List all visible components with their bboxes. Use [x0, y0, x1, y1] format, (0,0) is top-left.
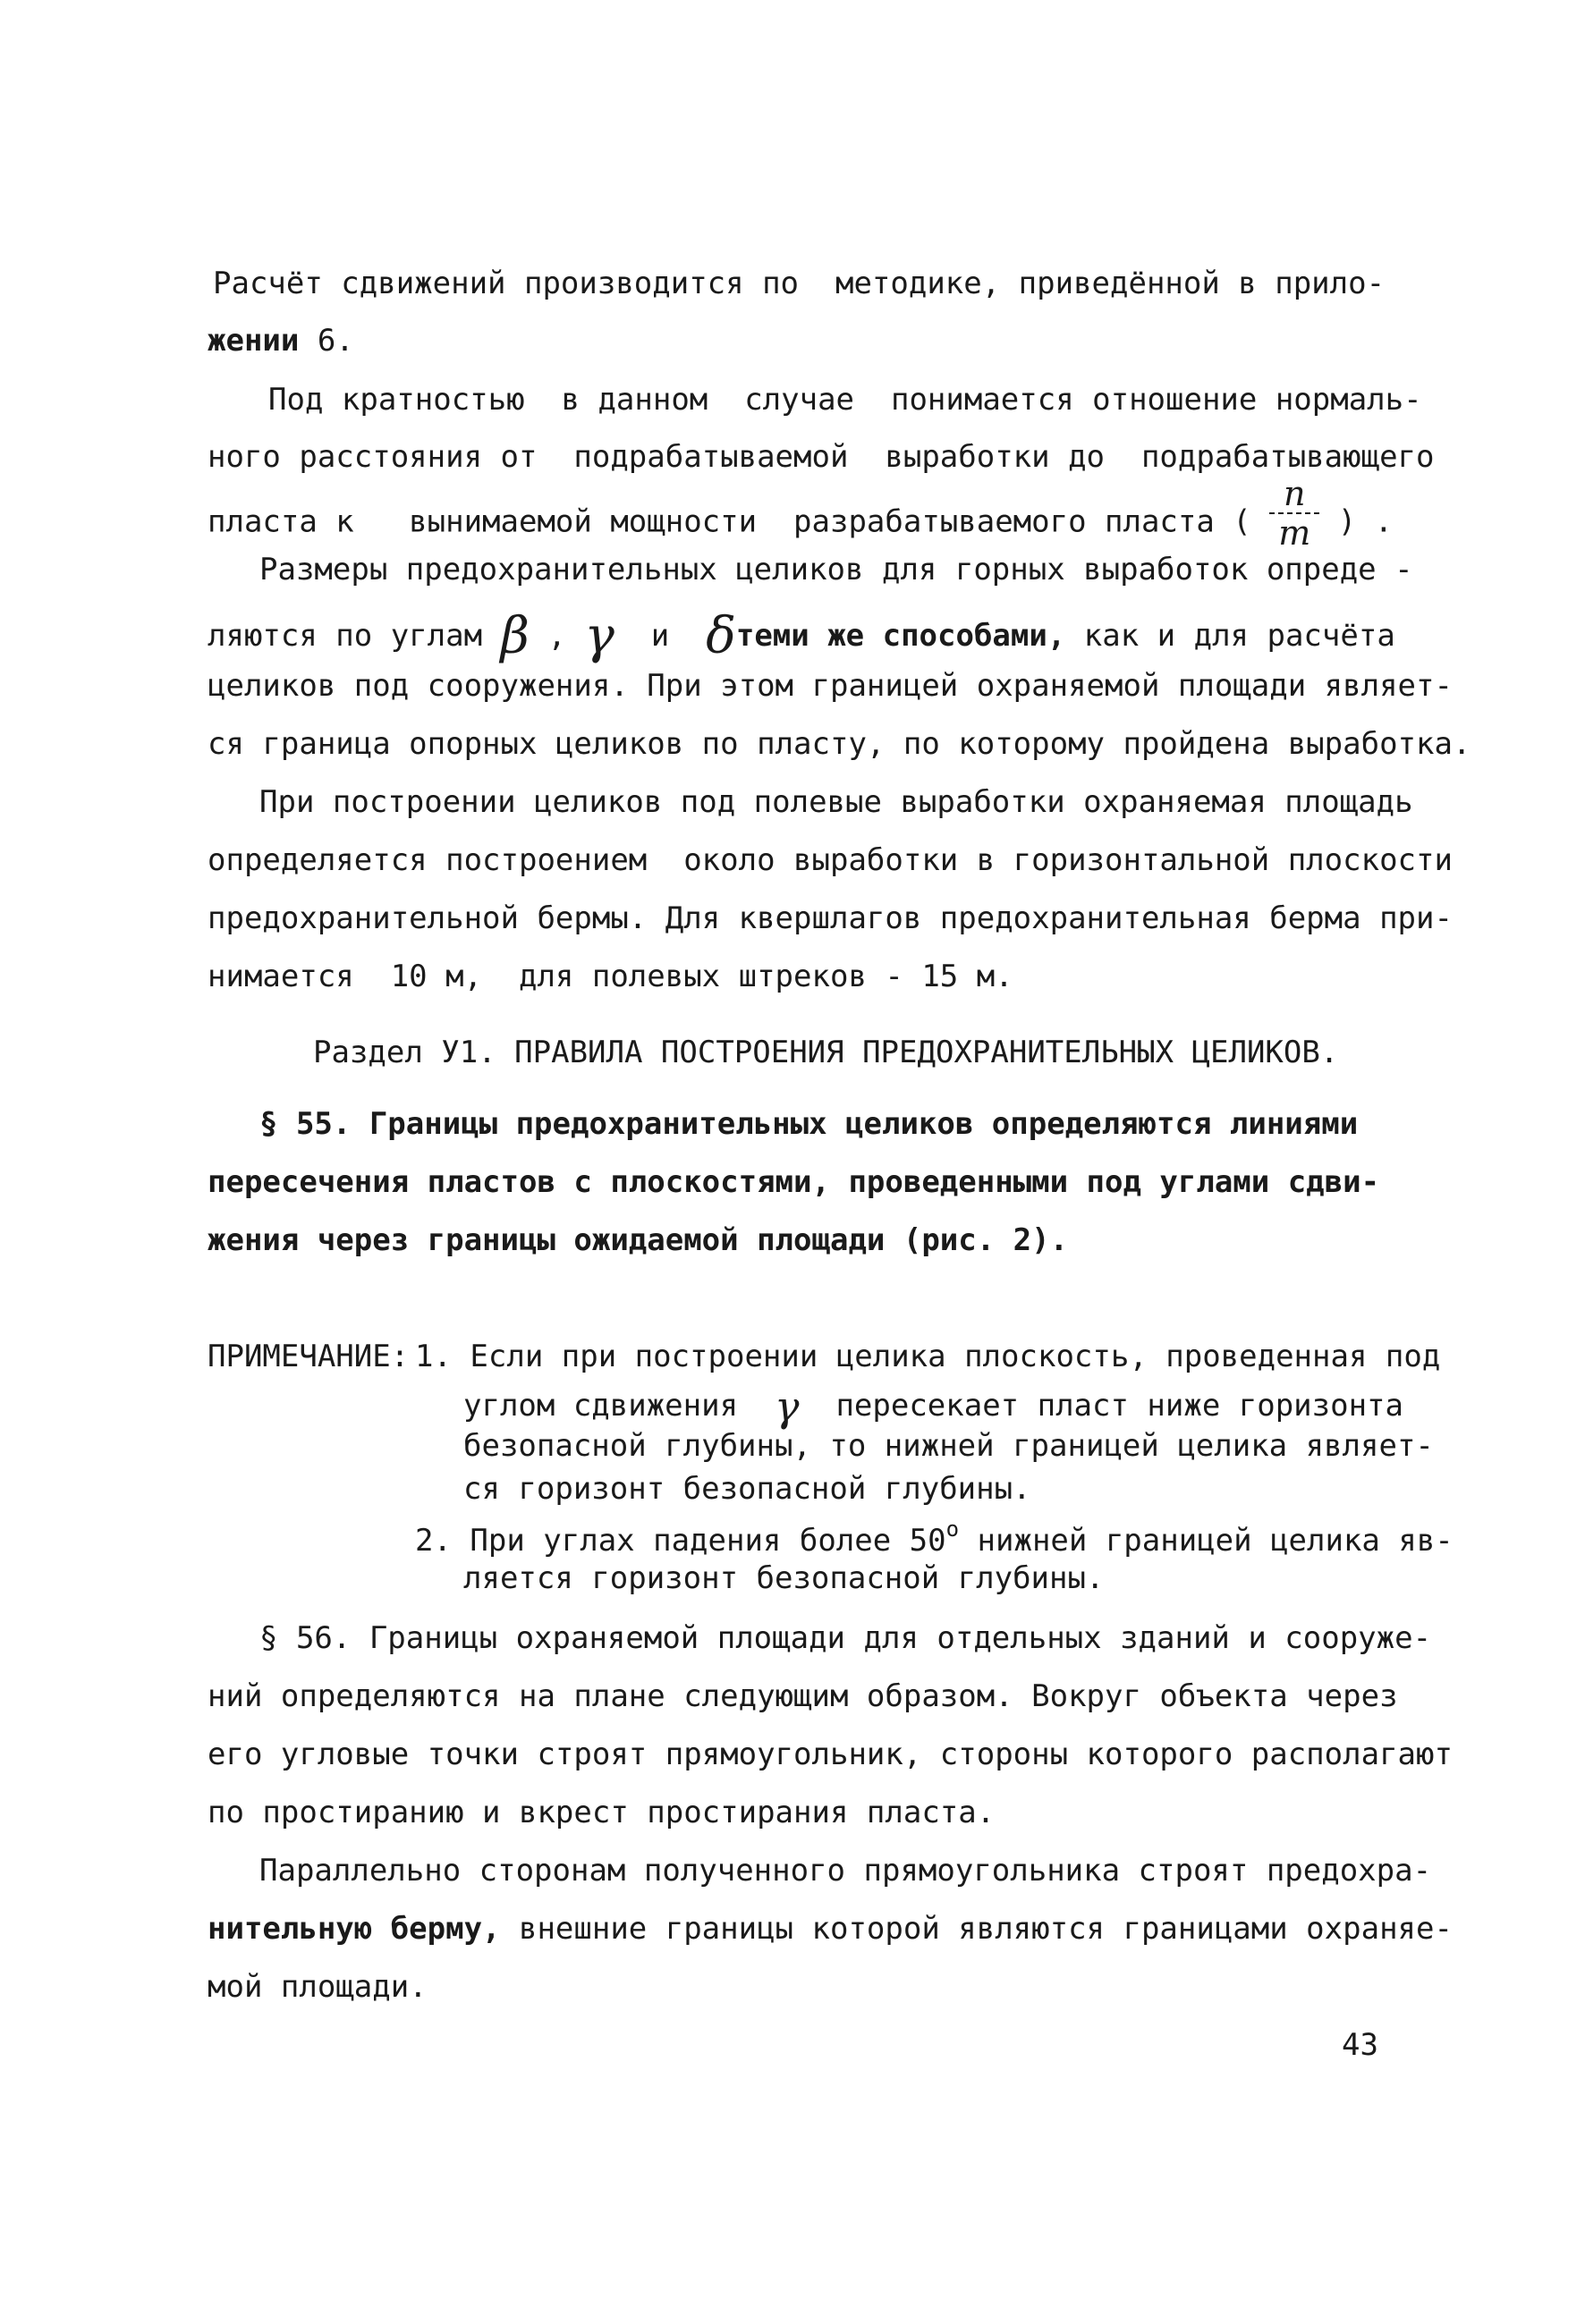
p1-line-2: [208, 323, 354, 359]
p2-line-2: ного расстояния от подрабатываемой выработки до подрабатывающего: [208, 439, 1435, 475]
p3-line-2: [208, 607, 1395, 665]
delta-symbol: δ: [706, 607, 736, 665]
s56-line-2: ний определяются на плане следующим образом. Вокруг объекта через: [208, 1678, 1398, 1714]
p3-comma: ,: [529, 618, 585, 654]
beta-symbol: β: [500, 607, 530, 665]
note-2-line-1-a: 2. При углах падения более 50: [415, 1523, 946, 1559]
degree-mark: о: [945, 1517, 960, 1542]
note-2-line-2: ляется горизонт безопасной глубины.: [463, 1560, 1105, 1596]
p4-line-4: нимается 10 м, для полевых штреков - 15 м.: [208, 959, 1013, 994]
note-1-line-4: ся горизонт безопасной глубины.: [463, 1471, 1031, 1507]
p3-line-2-a: ляются по углам: [208, 618, 501, 654]
note-1-line-2-a: углом сдвижения: [463, 1388, 775, 1424]
p-last-line-1: Параллельно сторонам полученного прямоугольника строят предохра-: [259, 1853, 1432, 1889]
p2-line-1: Под кратностью в данном случае понимается отношение нормаль-: [268, 382, 1422, 418]
section-title: Раздел У1. ПРАВИЛА ПОСТРОЕНИЯ ПРЕДОХРАНИТЕЛЬНЫХ ЦЕЛИКОВ.: [313, 1035, 1339, 1070]
note-label: ПРИМЕЧАНИЕ:: [208, 1339, 410, 1374]
p-last-bold-phrase: нительную берму,: [208, 1911, 501, 1947]
p2-line-3-end: ) .: [1319, 503, 1394, 540]
s55-line-1: § 55. Границы предохранительных целиков определяются линиями: [259, 1106, 1359, 1142]
p2-line-3-text: пласта к вынимаемой мощности разрабатываемого пласта (: [208, 503, 1270, 540]
fraction-denominator: m: [1278, 513, 1311, 553]
p1-bold-word: жении: [208, 323, 300, 359]
p-last-line-3: мой площади.: [208, 1969, 428, 2005]
s55-line-3: жения через границы ожидаемой площади (рис. 2).: [208, 1222, 1069, 1258]
p3-line-4: ся граница опорных целиков по пласту, по которому пройдена выработка.: [208, 726, 1471, 762]
note-1-line-2-b: пересекает пласт ниже горизонта: [799, 1388, 1404, 1424]
note-2-line-1-b: нижней границей целика яв-: [959, 1523, 1454, 1559]
p4-line-3: предохранительной бермы. Для квершлагов предохранительная берма при-: [208, 900, 1453, 936]
page-number: 43: [1342, 2027, 1378, 2063]
gamma-symbol: γ: [775, 1382, 800, 1431]
p-last-line-2-rest: внешние границы которой являются границами охраняе-: [500, 1911, 1453, 1947]
s56-line-3: его угловые точки строят прямоугольник, стороны которого располагают: [208, 1737, 1453, 1772]
p3-line-2-end: как и для расчёта: [1065, 618, 1395, 654]
fraction-numerator: n: [1284, 474, 1306, 513]
note-1-line-2: [463, 1382, 1404, 1431]
p4-line-2: определяется построением около выработки в горизонтальной плоскости: [208, 842, 1453, 878]
s56-line-4: по простиранию и вкрест простирания пласта.: [208, 1795, 996, 1830]
s55-line-2: пересечения пластов с плоскостями, проведенными под углами сдви-: [208, 1164, 1380, 1200]
p3-line-3: целиков под сооружения. При этом границей охраняемой площади являет-: [208, 668, 1453, 704]
p3-and: и: [614, 618, 707, 654]
note-1-line-3: безопасной глубины, то нижней границей целика являет-: [463, 1428, 1434, 1464]
p3-bold-phrase: теми же способами,: [735, 618, 1066, 654]
p-last-line-2: [208, 1911, 1453, 1947]
p3-line-1: Размеры предохранительных целиков для горных выработок опреде -: [259, 552, 1413, 587]
s56-line-1: § 56. Границы охраняемой площади для отдельных зданий и сооруже-: [259, 1620, 1432, 1656]
note-1-line-1: 1. Если при построении целика плоскость, проведенная под: [415, 1339, 1441, 1374]
gamma-symbol: γ: [584, 607, 615, 665]
fraction-n-over-m: [1269, 474, 1319, 553]
note-2-line-1: [415, 1517, 1454, 1559]
p2-line-3: [208, 474, 1394, 553]
p1-line-2-rest: 6.: [299, 323, 354, 359]
p1-line-1: Расчёт сдвижений производится по методике, приведённой в прило-: [213, 266, 1386, 301]
p4-line-1: При построении целиков под полевые выработки охраняемая площадь: [259, 784, 1413, 820]
